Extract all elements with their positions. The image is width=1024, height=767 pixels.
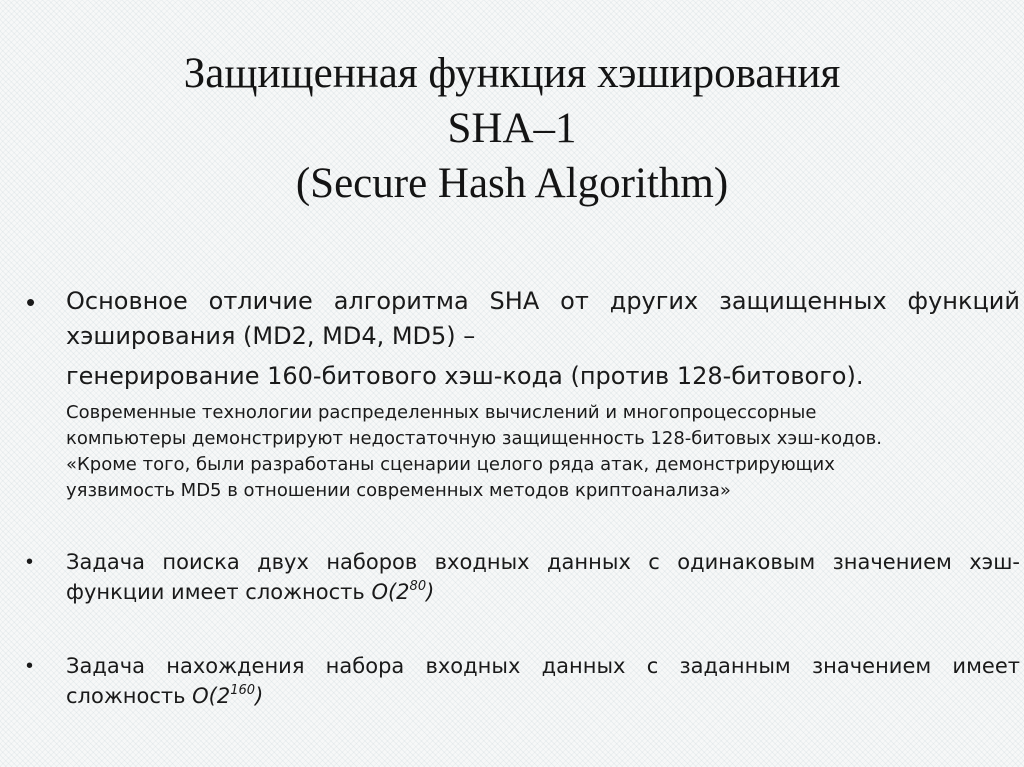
note-line-1: Современные технологии распределенных вычислений и многопроцессорные (66, 402, 817, 423)
bullet-marker: • (26, 287, 36, 317)
bullet-list (26, 284, 1020, 711)
bullet-item-preimage-complexity (26, 651, 1020, 711)
note-line-2: компьютеры демонстрируют недостаточную защищенность 128-битовых хэш-кодов. (66, 428, 882, 449)
note-line-4: уязвимость MD5 в отношении современных методов криптоанализа» (66, 480, 731, 501)
complexity-close: ) (255, 684, 264, 708)
bullet-item-sha-difference (26, 284, 1020, 504)
bullet-text-body: Задача нахождения набора входных данных с заданным значением имеет сложность (66, 654, 1020, 708)
complexity-formula (192, 684, 263, 708)
bullet-note (66, 400, 1016, 504)
bullet-item-collision-complexity (26, 547, 1020, 607)
bullet-text (66, 651, 1020, 711)
title-line-3: (Secure Hash Algorithm) (295, 160, 729, 207)
title-line-1: Защищенная функция хэширования (183, 50, 841, 97)
complexity-formula (371, 580, 434, 604)
bullet-text (66, 547, 1020, 607)
complexity-exponent: 80 (409, 579, 427, 594)
title-line-2: SHA–1 (447, 105, 577, 152)
bullet-marker: • (26, 551, 34, 573)
complexity-exponent: 160 (230, 683, 256, 698)
complexity-base: O(2 (192, 684, 231, 708)
bullet-marker: • (26, 655, 34, 677)
complexity-base: O(2 (371, 580, 410, 604)
bullet-text: Основное отличие алгоритма SHA от других защищенных функций хэширования (MD2, MD4, MD5) – (66, 287, 1020, 350)
bullet-text-generation: генерирование 160-битового хэш-кода (против 128-битового). (66, 362, 864, 390)
bullet-text-body: Задача поиска двух наборов входных данных с одинаковым значением хэш-функции имеет сложность (66, 550, 1020, 604)
complexity-close: ) (426, 580, 435, 604)
note-line-3: «Кроме того, были разработаны сценарии целого ряда атак, демонстрирующих (66, 454, 835, 475)
slide-title (0, 46, 1024, 211)
